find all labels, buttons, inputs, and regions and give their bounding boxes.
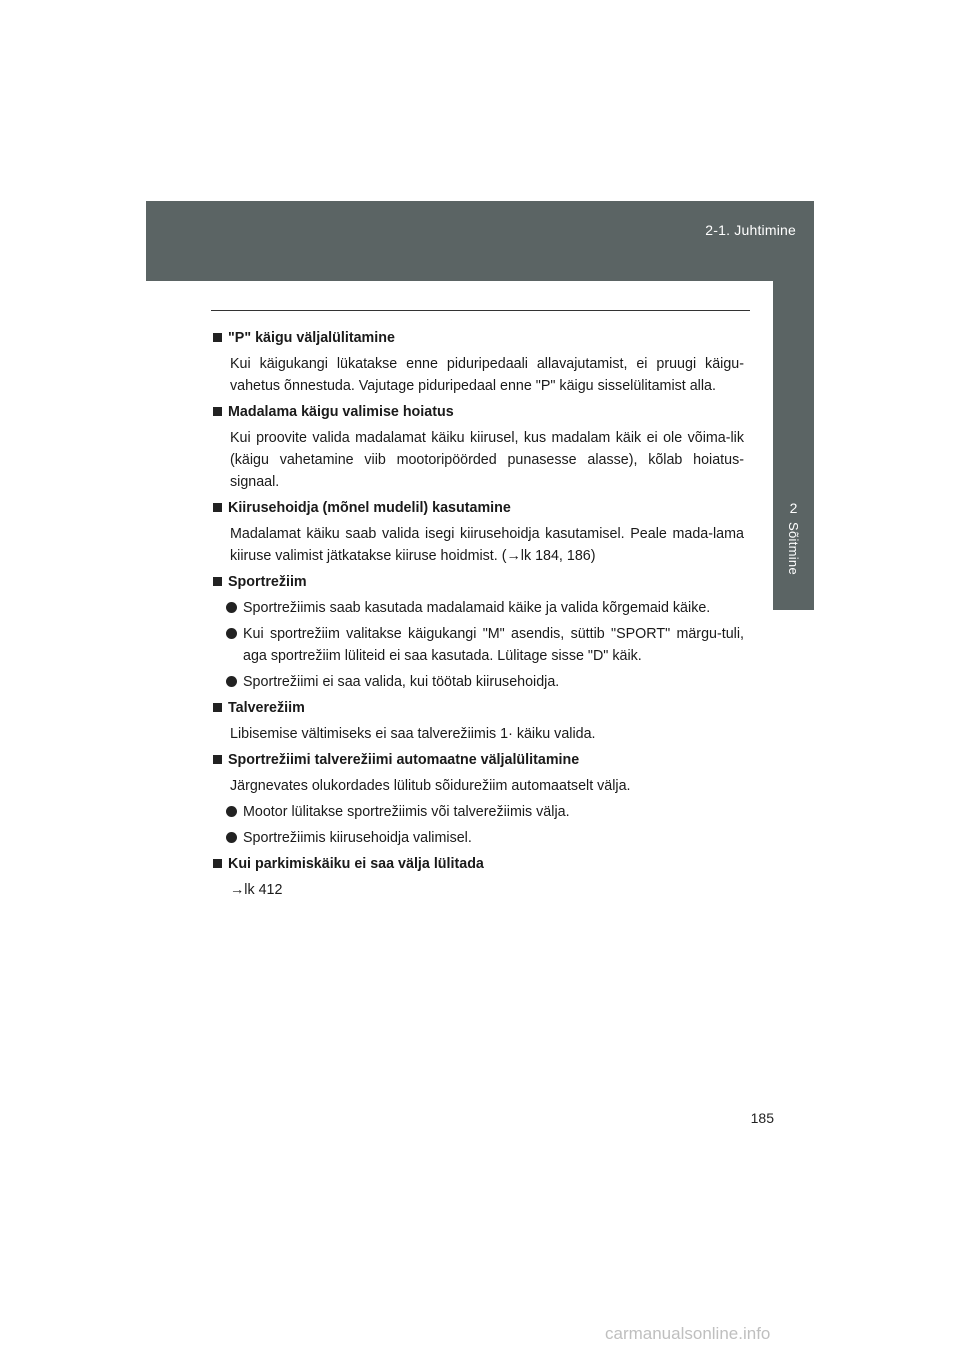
section-heading: Sportrežiim [212, 571, 744, 593]
paragraph: Libisemise vältimiseks ei saa talverežiimis 1· käiku valida. [230, 726, 596, 742]
square-bullet-icon [213, 755, 222, 764]
page-number: 185 [750, 1110, 774, 1126]
round-bullet-icon [226, 806, 237, 817]
page-content [212, 327, 744, 901]
section-heading: Kui parkimiskäiku ei saa välja lülitada [212, 853, 744, 875]
paragraph: Kui proovite valida madalamat käiku kiirusel, kus madalam käik ei ole võima-lik (käigu vahetamine viib mootoripöörded punasesse alasse), kõlab hoiatus-signaal. [230, 430, 744, 490]
watermark-logo: carmanualsonline.info [605, 1324, 771, 1343]
list-item: Kui sportrežiim valitakse käigukangi "M" asendis, süttib "SPORT" märgu-tuli, aga sportrežiim lüliteid ei saa kasutada. Lülitage sisse "D" käik. [212, 623, 744, 667]
section-heading: Kiirusehoidja (mõnel mudelil) kasutamine [212, 497, 744, 519]
square-bullet-icon [213, 333, 222, 342]
square-bullet-icon [213, 859, 222, 868]
square-bullet-icon [213, 407, 222, 416]
square-bullet-icon [213, 503, 222, 512]
page-reference-link[interactable]: →lk 412 [230, 882, 283, 898]
section-heading: Sportrežiimi talverežiimi automaatne väljalülitamine [212, 749, 744, 771]
square-bullet-icon [213, 703, 222, 712]
round-bullet-icon [226, 628, 237, 639]
section-heading: Madalama käigu valimise hoiatus [212, 401, 744, 423]
list-item: Sportrežiimis kiirusehoidja valimisel. [212, 827, 744, 849]
header-band [146, 201, 814, 281]
round-bullet-icon [226, 832, 237, 843]
list-item: Sportrežiimi ei saa valida, kui töötab kiirusehoidja. [212, 671, 744, 693]
round-bullet-icon [226, 602, 237, 613]
paragraph: Järgnevates olukordades lülitub sõidurežiim automaatselt välja. [230, 778, 631, 794]
section-heading: "P" käigu väljalülitamine [212, 327, 744, 349]
round-bullet-icon [226, 676, 237, 687]
chapter-name: Sõitmine [786, 522, 801, 575]
list-item: Mootor lülitakse sportrežiimis või talverežiimis välja. [212, 801, 744, 823]
paragraph: Madalamat käiku saab valida isegi kiirusehoidja kasutamisel. Peale mada-lama kiiruse valimist jätkatakse kiiruse hoidmist. (→lk 184, 186) [230, 526, 744, 564]
list-item: Sportrežiimis saab kasutada madalamaid käike ja valida kõrgemaid käike. [212, 597, 744, 619]
side-tab-number [773, 281, 814, 472]
chapter-number: 2 [789, 500, 798, 516]
square-bullet-icon [213, 577, 222, 586]
section-heading: Talverežiim [212, 697, 744, 719]
paragraph: Kui käigukangi lükatakse enne piduripedaali allavajutamist, ei pruugi käigu-vahetus õnnestuda. Vajutage piduripedaal enne "P" käigu sisselülitamist alla. [230, 356, 744, 394]
section-label: 2-1. Juhtimine [705, 222, 796, 238]
top-divider [211, 310, 750, 311]
chapter-side-tab[interactable] [773, 472, 814, 610]
